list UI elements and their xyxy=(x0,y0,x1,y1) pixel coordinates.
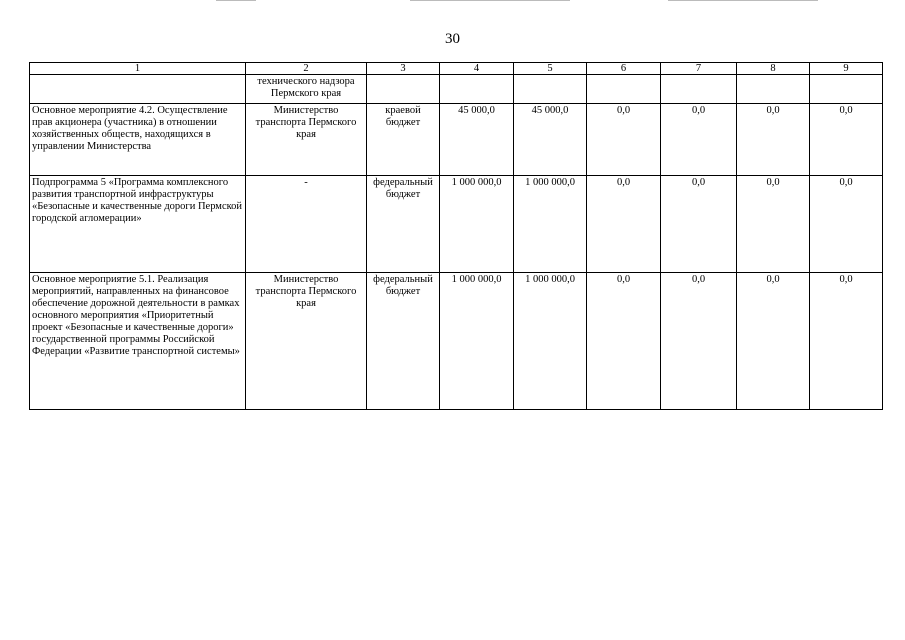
scan-edge-mark xyxy=(216,0,256,1)
value-cell xyxy=(737,75,810,104)
column-header: 6 xyxy=(587,63,661,75)
value-cell: 0,0 xyxy=(587,176,661,273)
value-cell: 0,0 xyxy=(587,273,661,410)
value-cell: 0,0 xyxy=(737,176,810,273)
value-cell: 45 000,0 xyxy=(514,104,587,176)
column-header: 8 xyxy=(737,63,810,75)
column-header: 3 xyxy=(367,63,440,75)
budget-table xyxy=(29,62,883,410)
scan-edge-mark xyxy=(410,0,570,1)
column-header: 9 xyxy=(810,63,883,75)
value-cell: 0,0 xyxy=(737,104,810,176)
value-cell: 0,0 xyxy=(661,104,737,176)
value-cell: 0,0 xyxy=(810,176,883,273)
executor-cell: Министерство транспорта Пермского края xyxy=(246,273,367,410)
value-cell: 1 000 000,0 xyxy=(440,273,514,410)
scan-edge-mark xyxy=(668,0,818,1)
page-number: 30 xyxy=(445,31,460,47)
activity-name-cell: Подпрограмма 5 «Программа комплексного развития транспортной инфраструктуры «Безопасные и качественные дороги Пермской городской агломерации» xyxy=(30,176,246,273)
value-cell: 0,0 xyxy=(661,273,737,410)
value-cell: 1 000 000,0 xyxy=(514,273,587,410)
activity-name-cell xyxy=(30,75,246,104)
value-cell: 0,0 xyxy=(661,176,737,273)
column-header: 1 xyxy=(30,63,246,75)
value-cell: 0,0 xyxy=(810,104,883,176)
value-cell: 1 000 000,0 xyxy=(514,176,587,273)
funding-source-cell: федеральный бюджет xyxy=(367,176,440,273)
table-row xyxy=(30,75,883,104)
value-cell: 0,0 xyxy=(737,273,810,410)
value-cell: 0,0 xyxy=(587,104,661,176)
value-cell xyxy=(661,75,737,104)
table-row xyxy=(30,273,883,410)
column-header: 4 xyxy=(440,63,514,75)
value-cell: 1 000 000,0 xyxy=(440,176,514,273)
funding-source-cell: краевой бюджет xyxy=(367,104,440,176)
value-cell xyxy=(810,75,883,104)
header-row xyxy=(30,63,883,75)
value-cell: 0,0 xyxy=(810,273,883,410)
funding-source-cell xyxy=(367,75,440,104)
value-cell xyxy=(587,75,661,104)
executor-cell: технического надзора Пермского края xyxy=(246,75,367,104)
value-cell xyxy=(440,75,514,104)
activity-name-cell: Основное мероприятие 4.2. Осуществление прав акционера (участника) в отношении хозяйственных обществ, находящихся в управлении Министерства xyxy=(30,104,246,176)
value-cell: 45 000,0 xyxy=(440,104,514,176)
activity-name-cell: Основное мероприятие 5.1. Реализация мероприятий, направленных на финансовое обеспечение дорожной деятельности в рамках основного мероприятия «Приоритетный проект «Безопасные и качественные дороги» государственной программы Российской Федерации «Развитие транспортной системы» xyxy=(30,273,246,410)
funding-source-cell: федеральный бюджет xyxy=(367,273,440,410)
table-row xyxy=(30,104,883,176)
value-cell xyxy=(514,75,587,104)
column-header: 5 xyxy=(514,63,587,75)
executor-cell: - xyxy=(246,176,367,273)
column-header: 7 xyxy=(661,63,737,75)
table-row xyxy=(30,176,883,273)
executor-cell: Министерство транспорта Пермского края xyxy=(246,104,367,176)
column-header: 2 xyxy=(246,63,367,75)
